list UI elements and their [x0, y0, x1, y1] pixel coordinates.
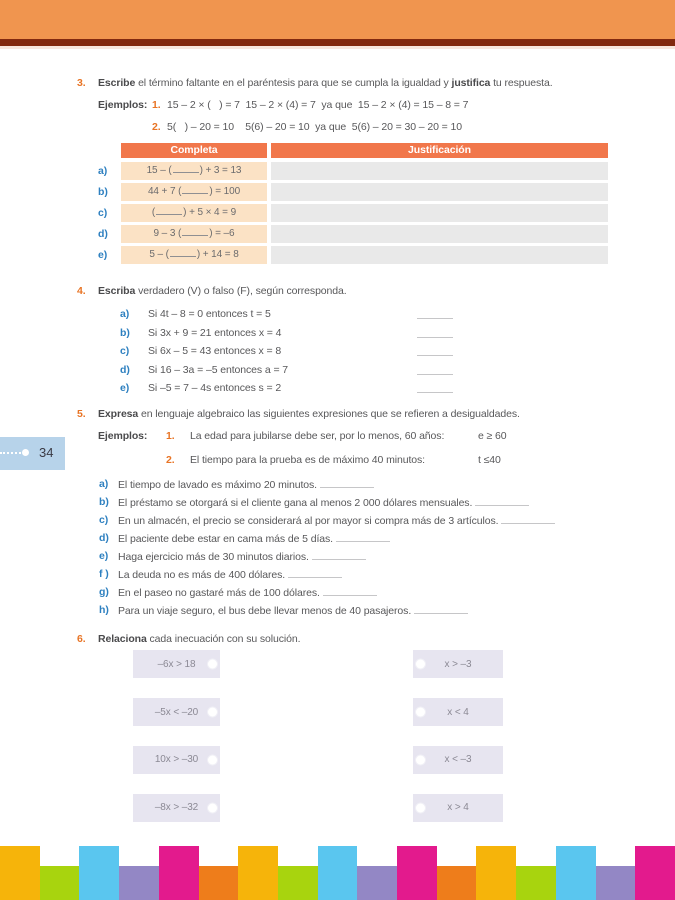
maroon-stripe	[0, 39, 675, 46]
row-letter: b)	[98, 186, 108, 198]
page-number: 34	[39, 445, 54, 460]
exercise-number: 4.	[77, 285, 86, 297]
solution-box[interactable]: x < –3	[413, 746, 503, 774]
row-letter: a)	[98, 165, 108, 177]
solution-box[interactable]: x > –3	[413, 650, 503, 678]
footer-bar	[159, 846, 199, 900]
tf-item	[77, 382, 657, 397]
exercise5-heading	[77, 408, 657, 423]
pale-stripe	[0, 46, 675, 49]
item-letter: f )	[99, 568, 109, 580]
item-text: Si 3x + 9 = 21 entonces x = 4	[148, 326, 282, 339]
list-item	[77, 514, 657, 529]
item-letter: b)	[120, 326, 130, 339]
bullet-dot	[22, 449, 29, 456]
justificacion-cell[interactable]	[271, 246, 608, 264]
row-letter: d)	[98, 228, 108, 240]
item-letter: c)	[120, 345, 130, 357]
tf-item	[77, 364, 657, 379]
footer-bar	[278, 866, 318, 900]
exercise-title: Expresa en lenguaje algebraico las siguientes expresiones que se refieren a desigualdades.	[98, 408, 520, 420]
justificacion-cell[interactable]	[271, 225, 608, 243]
example-text: El tiempo para la prueba es de máximo 40 minutos:	[190, 453, 425, 466]
item-letter: d)	[99, 532, 109, 544]
connector-dot[interactable]	[416, 803, 425, 812]
completa-cell: 5 – ( ) + 14 = 8	[121, 246, 267, 264]
exercise6-heading	[77, 633, 657, 648]
footer-bar	[40, 866, 80, 900]
exercise5-example-2	[77, 454, 657, 469]
dotted-line	[0, 452, 21, 454]
item-letter: b)	[99, 496, 109, 508]
footer-bar	[0, 846, 40, 900]
list-item	[77, 568, 657, 583]
table-header-justificacion: Justificación	[271, 143, 608, 158]
answer-blank[interactable]	[170, 247, 196, 257]
item-text: Si 4t – 8 = 0 entonces t = 5	[148, 308, 271, 320]
answer-blank[interactable]	[182, 184, 208, 194]
connector-dot[interactable]	[208, 803, 217, 812]
completa-cell: ( ) + 5 × 4 = 9	[121, 204, 267, 222]
table-header-completa: Completa	[121, 143, 267, 158]
top-orange-band	[0, 0, 675, 39]
connector-dot[interactable]	[208, 755, 217, 764]
item-letter: c)	[99, 514, 109, 526]
answer-blank[interactable]	[182, 226, 208, 236]
item-letter: d)	[120, 363, 130, 376]
tf-item	[77, 308, 657, 323]
answer-blank[interactable]	[336, 532, 390, 542]
item-letter: a)	[120, 308, 130, 320]
item-text: En el paseo no gastaré más de 100 dólares.	[118, 586, 377, 599]
match-pair	[77, 650, 657, 678]
match-pair	[77, 698, 657, 726]
connector-dot[interactable]	[208, 708, 217, 717]
example-number: 2.	[152, 121, 161, 133]
item-text: Si –5 = 7 – 4s entonces s = 2	[148, 382, 282, 394]
list-item	[77, 496, 657, 511]
tf-item	[77, 327, 657, 342]
example-number: 2.	[166, 453, 175, 466]
answer-blank[interactable]	[417, 364, 453, 375]
connector-dot[interactable]	[416, 708, 425, 717]
footer-bar	[119, 866, 159, 900]
item-text: El tiempo de lavado es máximo 20 minutos.	[118, 478, 374, 491]
footer-bar	[635, 846, 675, 900]
footer-bar	[476, 846, 516, 900]
footer-bar	[318, 846, 358, 900]
example-text: 5( ) – 20 = 10 5(6) – 20 = 10 ya que 5(6) – 20 = 30 – 20 = 10	[167, 121, 462, 133]
example-number: 1.	[166, 430, 175, 442]
item-text: El préstamo se otorgará si el cliente gana al menos 2 000 dólares mensuales.	[118, 496, 529, 509]
exercise-title: Relaciona cada inecuación con su solución.	[98, 633, 301, 645]
list-item	[77, 586, 657, 601]
item-letter: a)	[99, 478, 109, 490]
footer-bar	[79, 846, 119, 900]
item-letter: g)	[99, 586, 109, 598]
connector-dot[interactable]	[416, 660, 425, 669]
solution-box[interactable]: x > 4	[413, 794, 503, 822]
completa-cell: 15 – ( ) + 3 = 13	[121, 162, 267, 180]
justificacion-cell[interactable]	[271, 204, 608, 222]
list-item	[77, 550, 657, 565]
answer-blank[interactable]	[320, 478, 374, 488]
answer-blank[interactable]	[156, 205, 182, 215]
item-text: Para un viaje seguro, el bus debe llevar menos de 40 pasajeros.	[118, 604, 468, 617]
footer-bar	[357, 866, 397, 900]
answer-blank[interactable]	[288, 568, 342, 578]
justificacion-cell[interactable]	[271, 162, 608, 180]
list-item	[77, 604, 657, 619]
exercise-number: 5.	[77, 408, 86, 420]
example-formula: t ≤40	[478, 453, 501, 466]
inequality-box[interactable]: –5x < –20	[133, 698, 220, 726]
tf-item	[77, 345, 657, 360]
example-number: 1.	[152, 99, 161, 111]
exercise-number: 6.	[77, 633, 86, 645]
inequality-box[interactable]: 10x > –30	[133, 746, 220, 774]
answer-blank[interactable]	[417, 327, 453, 338]
item-text: Haga ejercicio más de 30 minutos diarios.	[118, 550, 366, 563]
item-letter: h)	[99, 604, 109, 616]
completa-cell: 44 + 7 ( ) = 100	[121, 183, 267, 201]
list-item	[77, 532, 657, 547]
row-letter: e)	[98, 249, 108, 261]
completa-cell: 9 – 3 ( ) = –6	[121, 225, 267, 243]
answer-blank[interactable]	[173, 163, 199, 173]
exercise-title: Escribe el término faltante en el paréntesis para que se cumpla la igualdad y justifica tu respuesta.	[98, 77, 553, 89]
answer-blank[interactable]	[323, 586, 377, 596]
footer-bar	[556, 846, 596, 900]
example-text: La edad para jubilarse debe ser, por lo menos, 60 años:	[190, 430, 445, 442]
list-item	[77, 478, 657, 493]
match-pair	[77, 746, 657, 774]
exercise3-heading	[77, 77, 657, 92]
item-text: En un almacén, el precio se considerará al por mayor si compra más de 3 artículos.	[118, 514, 555, 527]
answer-blank[interactable]	[475, 496, 529, 506]
example-formula: e ≥ 60	[478, 430, 507, 442]
item-text: La deuda no es más de 400 dólares.	[118, 568, 342, 581]
answer-blank[interactable]	[501, 514, 555, 524]
exercise3-example-2	[77, 121, 657, 136]
footer-bar	[596, 866, 636, 900]
inequality-box[interactable]: –8x > –32	[133, 794, 220, 822]
footer-bar	[397, 846, 437, 900]
page-number-tab	[0, 437, 65, 470]
match-pair	[77, 794, 657, 822]
footer-bar	[437, 866, 477, 900]
item-letter: e)	[120, 382, 130, 394]
exercise4-heading	[77, 285, 657, 300]
example-text: 15 – 2 × ( ) = 7 15 – 2 × (4) = 7 ya que 15 – 2 × (4) = 15 – 8 = 7	[167, 99, 469, 111]
solution-box[interactable]: x < 4	[413, 698, 503, 726]
item-text: Si 16 – 3a = –5 entonces a = 7	[148, 363, 289, 376]
footer-bar	[199, 866, 239, 900]
exercise3-example-1	[77, 99, 657, 114]
answer-blank[interactable]	[417, 382, 453, 393]
justificacion-cell[interactable]	[271, 183, 608, 201]
inequality-box[interactable]: –6x > 18	[133, 650, 220, 678]
connector-dot[interactable]	[208, 660, 217, 669]
answer-blank[interactable]	[417, 345, 453, 356]
answer-blank[interactable]	[312, 550, 366, 560]
exercise5-example-1	[77, 430, 657, 445]
item-text: Si 6x – 5 = 43 entonces x = 8	[148, 345, 282, 357]
footer-bar	[516, 866, 556, 900]
item-letter: e)	[99, 550, 109, 562]
connector-dot[interactable]	[416, 755, 425, 764]
answer-blank[interactable]	[417, 308, 453, 319]
footer-bars	[0, 846, 675, 900]
examples-label: Ejemplos:	[98, 99, 148, 111]
item-text: El paciente debe estar en cama más de 5 días.	[118, 532, 390, 545]
row-letter: c)	[98, 207, 108, 219]
examples-label: Ejemplos:	[98, 430, 148, 442]
exercise-title: Escriba verdadero (V) o falso (F), según corresponda.	[98, 285, 347, 297]
footer-bar	[238, 846, 278, 900]
answer-blank[interactable]	[414, 604, 468, 614]
exercise-number: 3.	[77, 77, 86, 89]
